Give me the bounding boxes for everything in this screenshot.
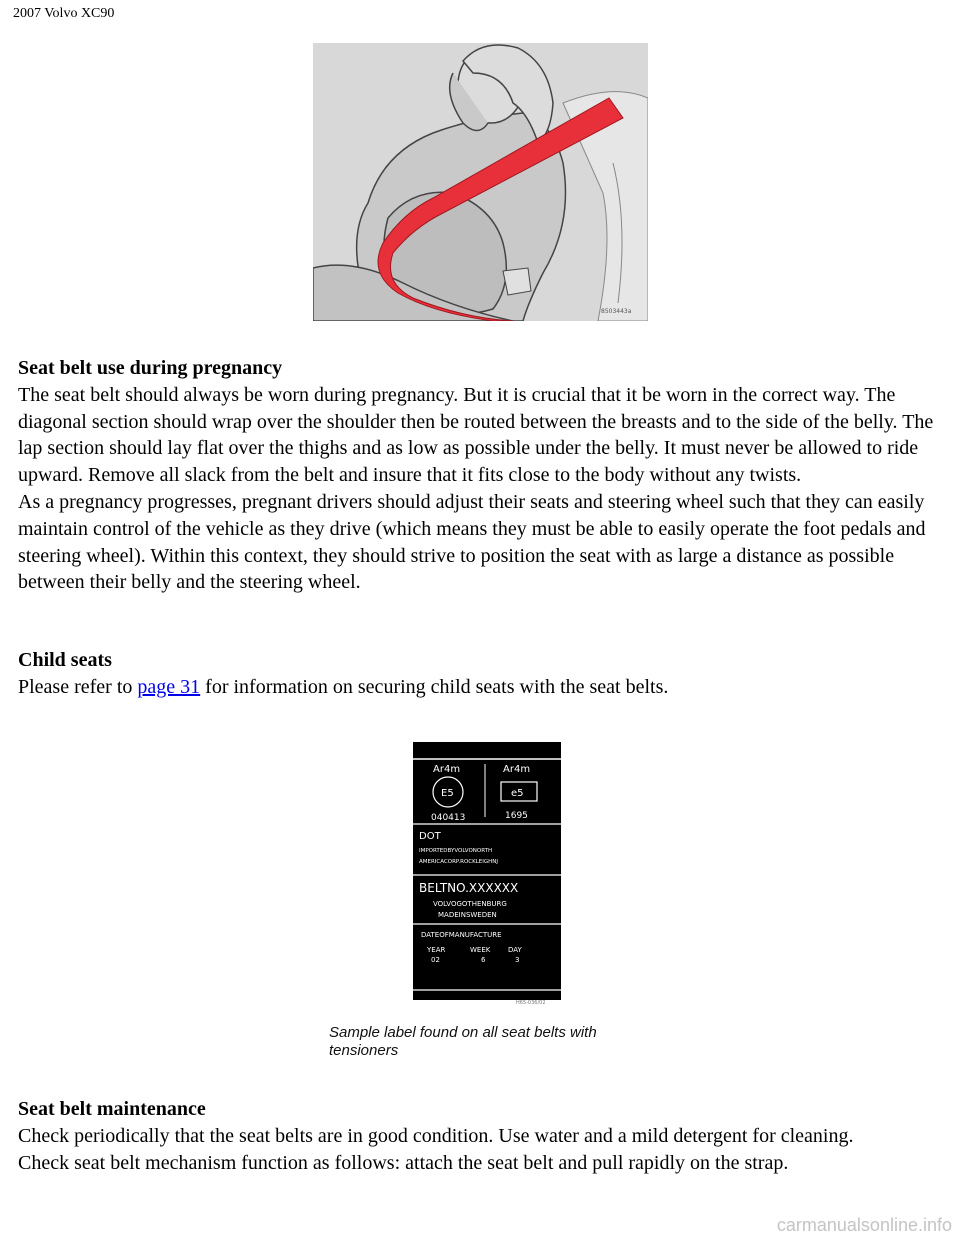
pregnancy-paragraph-2: As a pregnancy progresses, pregnant drivers should adjust their seats and steering wheel such that they can easily maintain control of the vehicle as they drive (which means they must be able to easily operate the foot pedals and steering wheel). Within this context, they should strive to position the seat with as large a distance as possible between their belly and the steering wheel. — [18, 490, 926, 594]
label-imported-1: IMPORTEDBYVOLVONORTH — [419, 848, 493, 854]
section-heading-pregnancy: Seat belt use during pregnancy — [18, 357, 283, 379]
pregnancy-paragraph-1: The seat belt should always be worn during pregnancy. But it is crucial that it be worn in the correct way. The diagonal section should wrap over the shoulder then be routed between the breasts and to the side of the belly. The lap section should lay flat over the thighs and as low as possible under the belly. It must never be allowed to ride upward. Remove all slack from the belt and insure that it fits close to the body without any twists. — [18, 383, 934, 487]
maintenance-paragraph-2: Check seat belt mechanism function as follows: attach the seat belt and pull rapidly on the strap. — [18, 1151, 789, 1174]
label-image-code: H65-036/02 — [516, 1000, 546, 1006]
child-seats-text-before: Please refer to — [18, 675, 138, 698]
section-maintenance — [18, 1096, 936, 1176]
seat-belt-label-image — [413, 742, 561, 1000]
pregnancy-seatbelt-illustration — [313, 43, 648, 321]
child-seats-text — [18, 674, 936, 701]
watermark: carmanualsonline.info — [776, 1215, 952, 1235]
label-left-top: Ar4m — [433, 764, 461, 775]
label-week-label: WEEK — [470, 946, 491, 954]
page-header: 2007 Volvo XC90 — [13, 6, 115, 21]
label-belt-number: BELTNO.XXXXXX — [419, 881, 519, 895]
page-31-link[interactable]: page 31 — [137, 675, 201, 698]
label-circle-mark: E5 — [441, 788, 454, 799]
label-caption: Sample label found on all seat belts with tensioners — [329, 1024, 597, 1059]
section-child-seats — [18, 647, 936, 701]
label-date-title: DATEOFMANUFACTURE — [421, 931, 502, 939]
label-week-value: 6 — [481, 956, 486, 964]
label-box-mark: e5 — [511, 788, 524, 799]
label-day-value: 3 — [515, 956, 520, 964]
label-right-number: 1695 — [505, 811, 528, 821]
maintenance-paragraph-1: Check periodically that the seat belts are in good condition. Use water and a mild detergent for cleaning. — [18, 1124, 854, 1147]
label-dot: DOT — [419, 831, 441, 842]
label-maker-1: VOLVOGOTHENBURG — [433, 900, 507, 908]
label-right-top: Ar4m — [503, 764, 531, 775]
figure-code: 8503443a — [601, 308, 632, 315]
label-imported-2: AMERICACORP.ROCKLEIGHNJ — [419, 859, 499, 865]
label-year-label: YEAR — [427, 946, 446, 954]
section-heading-child-seats: Child seats — [18, 649, 112, 671]
section-heading-maintenance: Seat belt maintenance — [18, 1098, 206, 1120]
label-maker-2: MADEINSWEDEN — [438, 911, 497, 919]
label-day-label: DAY — [508, 946, 522, 954]
label-left-number: 040413 — [431, 813, 466, 823]
label-year-value: 02 — [431, 956, 440, 964]
child-seats-text-after: for information on securing child seats with the seat belts. — [200, 675, 669, 698]
section-pregnancy — [18, 355, 936, 596]
